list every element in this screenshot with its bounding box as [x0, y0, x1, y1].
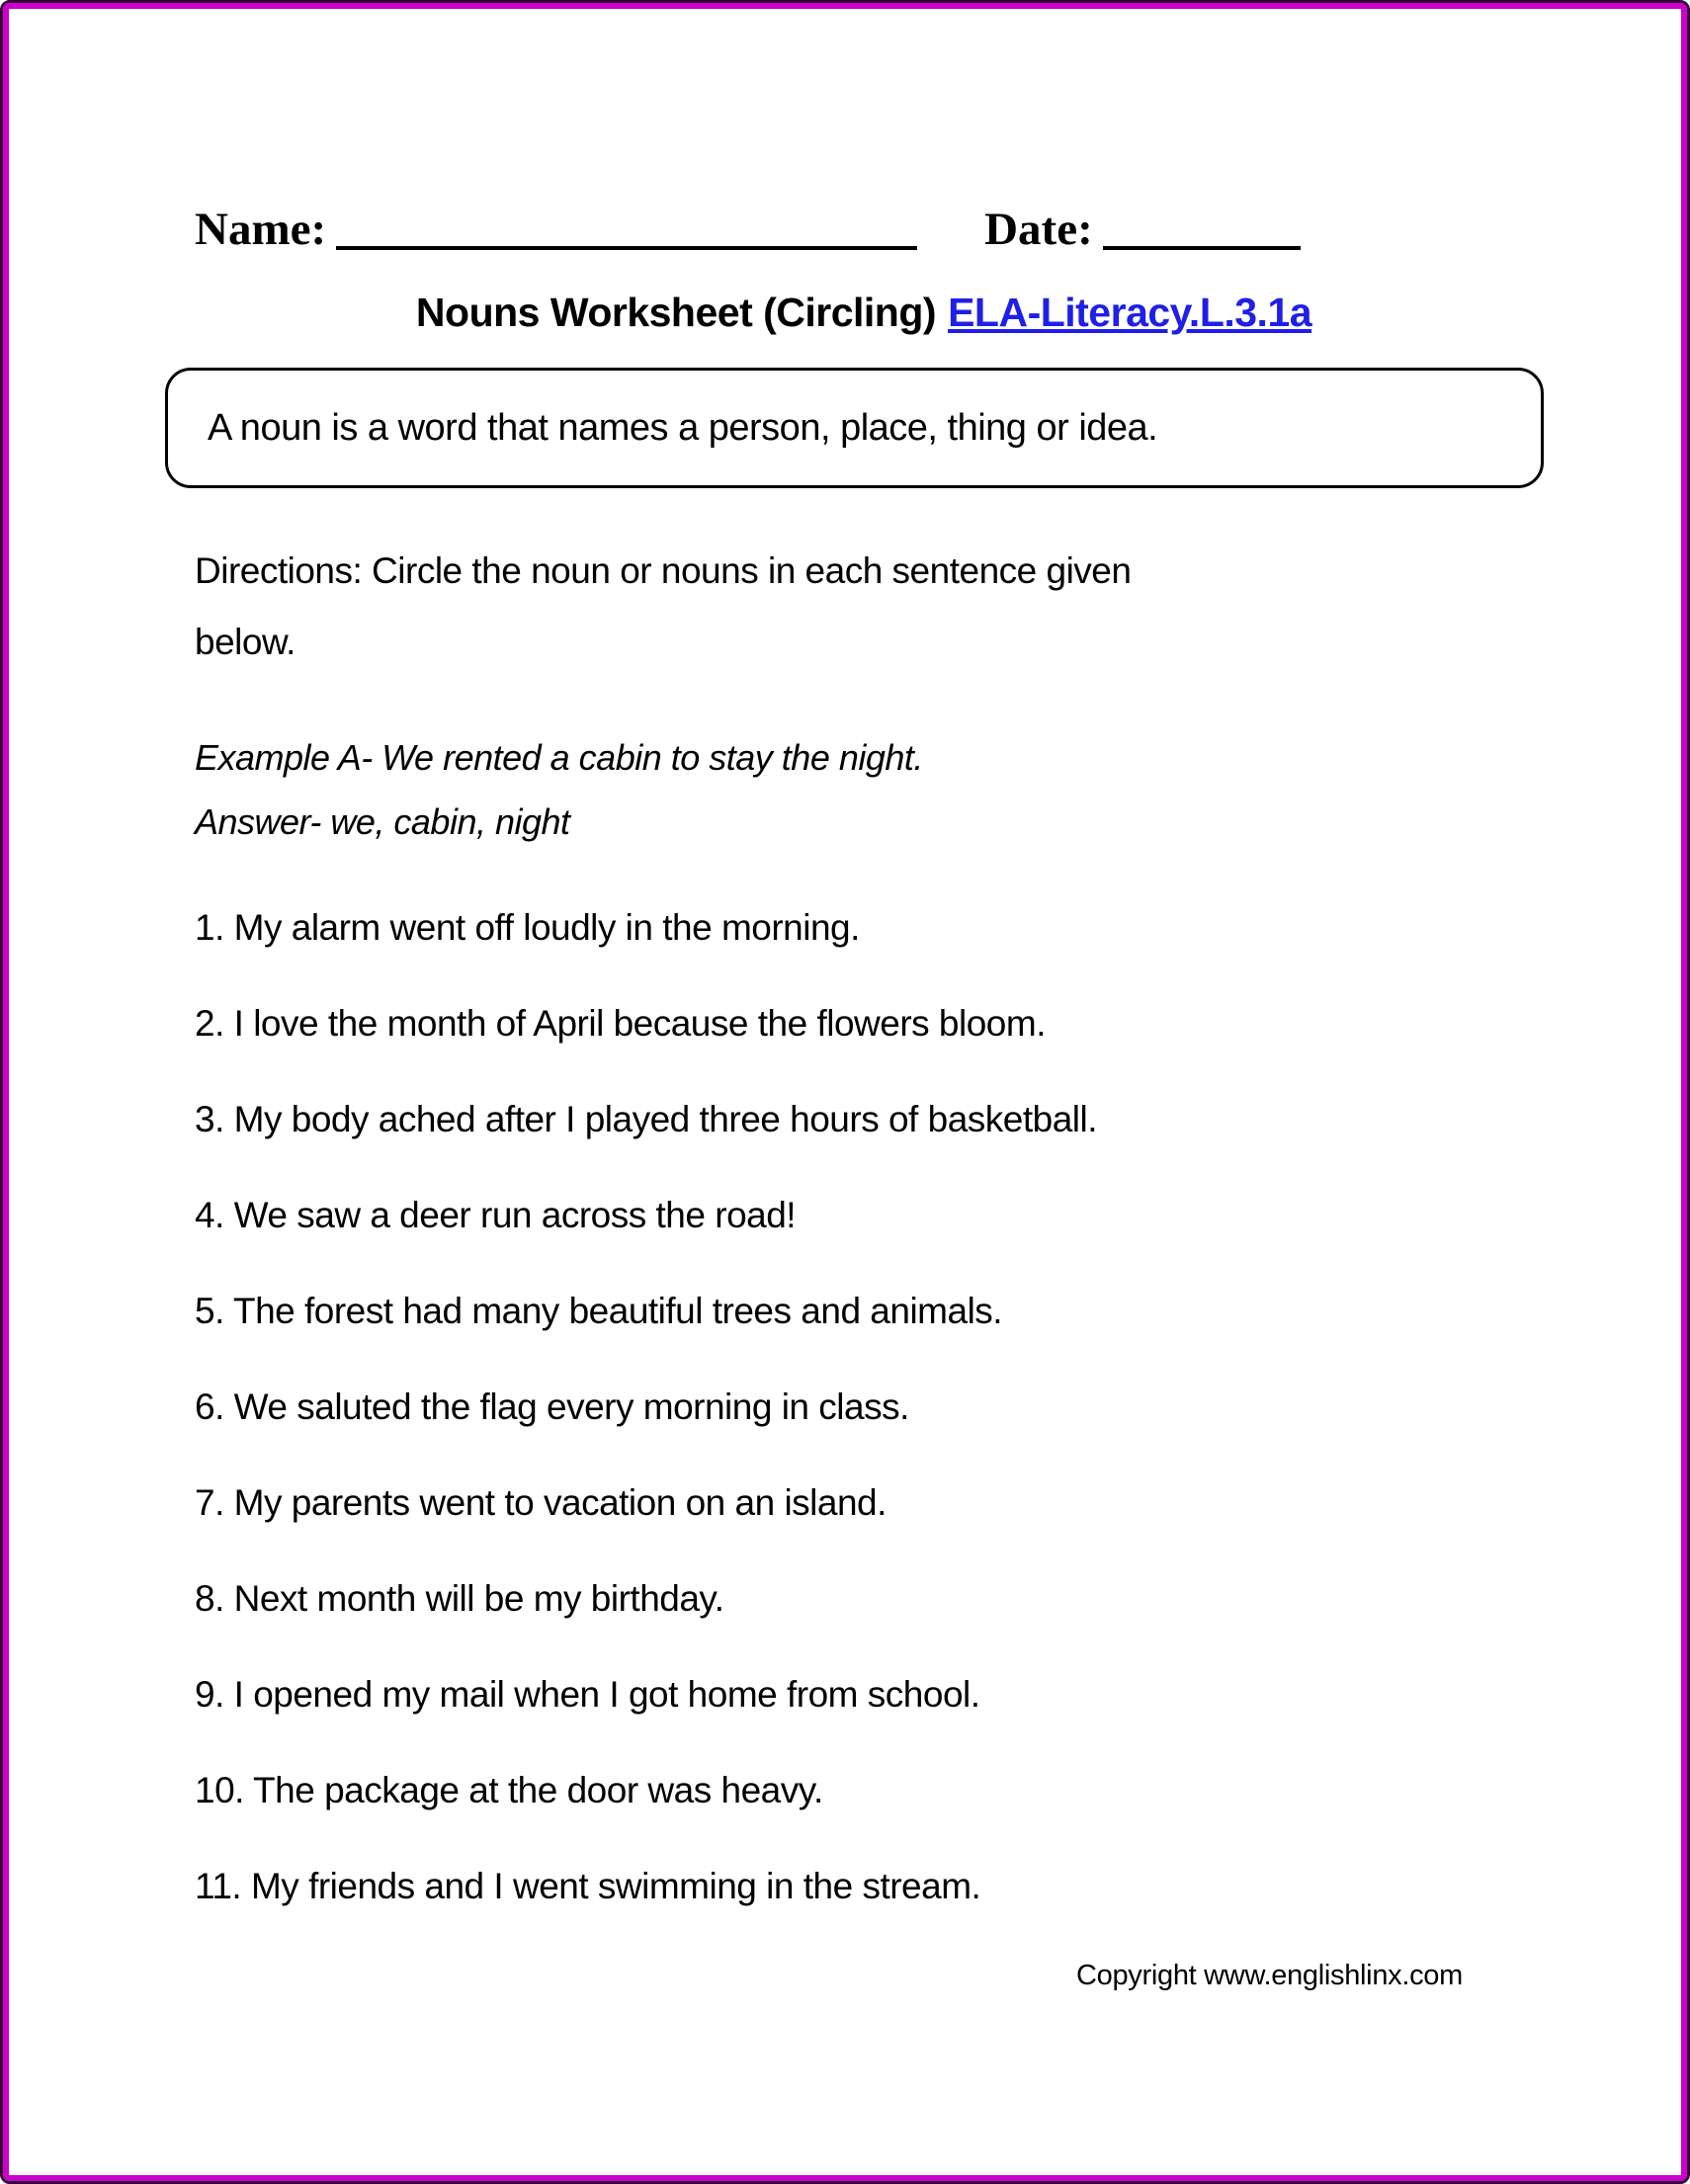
sentence-item-5: 5. The forest had many beautiful trees and animals.: [195, 1291, 1003, 1331]
sentence-item-4: 4. We saw a deer run across the road!: [195, 1195, 797, 1235]
copyright-line: [195, 1960, 1533, 1992]
copyright-text: Copyright www.englishlinx.com: [1075, 1960, 1463, 1991]
sentence-item-10: 10. The package at the door was heavy.: [195, 1770, 823, 1810]
sentence-item-8: 8. Next month will be my birthday.: [195, 1578, 724, 1619]
directions-line2: below.: [195, 622, 296, 662]
page-border-inner: [3, 3, 1687, 2181]
sentence-item-2: 2. I love the month of April because the flowers bloom.: [195, 1003, 1046, 1044]
title-text: Nouns Worksheet (Circling): [415, 290, 937, 335]
example-sentence: Example A- We rented a cabin to stay the night.: [195, 737, 923, 778]
sentence-item-9: 9. I opened my mail when I got home from school.: [195, 1674, 980, 1715]
date-blank-line[interactable]: [1103, 246, 1301, 250]
ela-standard-link[interactable]: ELA-Literacy.L.3.1a: [948, 290, 1312, 335]
name-label: Name:: [195, 204, 327, 255]
date-label: Date:: [984, 204, 1093, 255]
worksheet-title: [195, 290, 1533, 336]
directions: [195, 536, 1533, 678]
example-block: [195, 725, 1533, 854]
definition-text: A noun is a word that names a person, place, thing or idea.: [208, 406, 1158, 449]
sentence-list: [195, 905, 1533, 1909]
sentence-item-7: 7. My parents went to vacation on an island.: [195, 1482, 887, 1523]
sentence-item-3: 3. My body ached after I played three hours of basketball.: [195, 1099, 1098, 1139]
name-date-row: [195, 203, 1533, 256]
sentence-item-11: 11. My friends and I went swimming in the stream.: [195, 1866, 981, 1906]
sentence-item-1: 1. My alarm went off loudly in the morning.: [195, 907, 860, 948]
name-blank-line[interactable]: [336, 246, 917, 250]
directions-line1: Directions: Circle the noun or nouns in each sentence given: [195, 550, 1132, 591]
example-answer: Answer- we, cabin, night: [195, 801, 570, 842]
sentence-item-6: 6. We saluted the flag every morning in class.: [195, 1386, 909, 1427]
definition-box: [165, 368, 1544, 488]
worksheet-page: [9, 9, 1681, 1992]
